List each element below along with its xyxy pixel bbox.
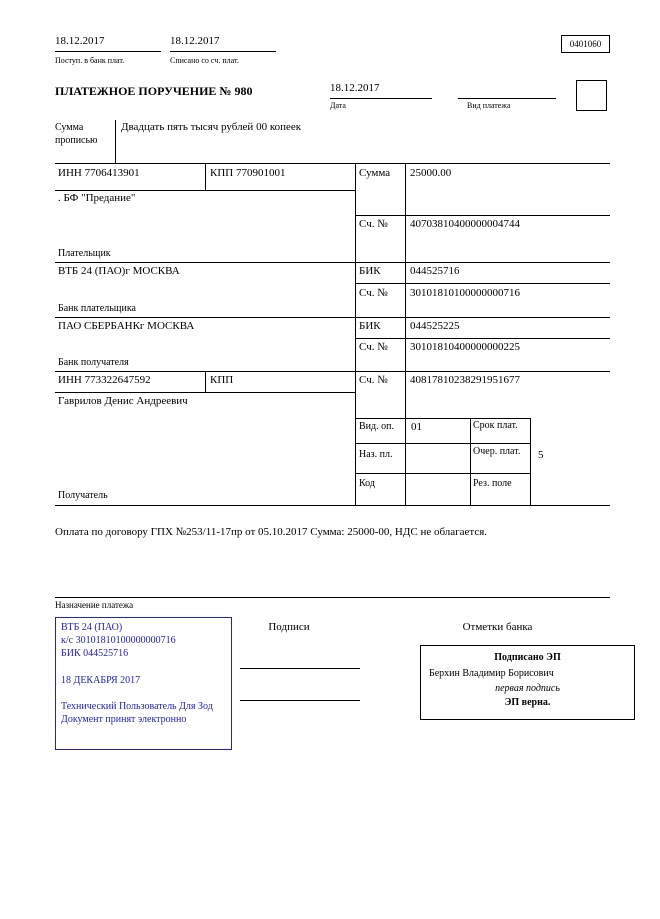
recipient-bank-section-label: Банк получателя (58, 357, 129, 368)
table-line (470, 418, 471, 505)
rez-pole-label: Рез. поле (473, 478, 512, 489)
recipient-bank-bik-label: БИК (359, 320, 381, 332)
bank-marks-label: Отметки банка (462, 621, 533, 633)
signatures-label: Подписи (268, 621, 310, 633)
payer-account-label: Сч. № (359, 218, 388, 230)
payer-bank-bik-label: БИК (359, 265, 381, 277)
bank-stamp-user: Технический Пользователь Для Зод (61, 700, 213, 712)
payer-bank-section-label: Банк плательщика (58, 303, 136, 314)
table-line (205, 163, 206, 190)
recipient-kpp-label: КПП (210, 374, 234, 386)
amount-words-value: Двадцать пять тысяч рублей 00 копеек (121, 121, 302, 133)
table-line (355, 338, 610, 339)
bank-stamp-bik: БИК 044525716 (61, 648, 129, 660)
table-line (355, 443, 530, 444)
table-line (55, 371, 610, 372)
date-received-field: 18.12.2017 (55, 35, 161, 52)
date-received-label: Поступ. в банк плат. (55, 56, 125, 65)
bank-acceptance-stamp (55, 617, 232, 750)
table-line (405, 163, 406, 505)
recipient-bank-bik: 044525225 (410, 320, 460, 332)
recipient-bank-account-label: Сч. № (359, 341, 388, 353)
purpose-label: Назначение платежа (55, 600, 134, 610)
recipient-account-label: Сч. № (359, 374, 388, 386)
bank-stamp-corr-account: к/с 30101810100000000716 (61, 635, 176, 647)
e-signature-name: Берхин Владимир Борисович (429, 667, 554, 679)
table-line (55, 190, 355, 191)
recipient-inn: ИНН 773322647592 (58, 374, 151, 386)
payment-type-label: Вид платежа (467, 101, 511, 110)
naz-pl-label: Наз. пл. (359, 449, 393, 460)
payer-inn: ИНН 7706413901 (58, 167, 140, 179)
date-debited-field: 18.12.2017 (170, 35, 276, 52)
signature-line (240, 700, 360, 701)
srok-plat-label: Срок плат. (473, 420, 518, 431)
recipient-account: 40817810238291951677 (410, 374, 520, 386)
e-signature-title: Подписано ЭП (494, 652, 561, 663)
table-line (55, 317, 610, 318)
table-line (355, 283, 610, 284)
table-line (530, 418, 531, 505)
e-signature-verdict: ЭП верна. (504, 696, 551, 708)
reserve-box (576, 80, 607, 111)
recipient-bank-name: ПАО СБЕРБАНКг МОСКВА (58, 320, 195, 332)
kod-label: Код (359, 478, 375, 489)
amount-divider-line (115, 120, 116, 163)
payer-bank-bik: 044525716 (410, 265, 460, 277)
table-line (55, 163, 610, 164)
bank-stamp-bank-name: ВТБ 24 (ПАО) (61, 622, 123, 633)
payer-section-label: Плательщик (58, 248, 111, 259)
e-signature-stamp (420, 645, 635, 720)
form-code-box: 0401060 (561, 35, 610, 53)
purpose-text: Оплата по договору ГПХ №253/11-17пр от 05.10.2017 Сумма: 25000-00, НДС не облагается. (55, 526, 488, 538)
title-date-label: Дата (330, 101, 346, 110)
e-signature-role: первая подпись (495, 683, 560, 694)
vid-op-label: Вид. оп. (359, 421, 394, 432)
table-line (55, 262, 610, 263)
sum-label: Сумма (359, 167, 391, 179)
recipient-section-label: Получатель (58, 490, 108, 501)
payment-type-field (458, 82, 556, 99)
table-line (55, 505, 610, 506)
table-line (55, 392, 355, 393)
table-line (355, 473, 530, 474)
title-date-field: 18.12.2017 (330, 82, 432, 99)
ocher-plat-label: Очер. плат. (473, 446, 521, 457)
bank-stamp-date: 18 ДЕКАБРЯ 2017 (61, 674, 141, 686)
date-debited-label: Списано со сч. плат. (170, 56, 239, 65)
payer-bank-account: 30101810100000000716 (410, 287, 520, 299)
ocher-plat-value: 5 (538, 449, 544, 461)
payer-kpp: КПП 770901001 (210, 167, 286, 179)
table-line (355, 215, 610, 216)
signature-line (240, 668, 360, 669)
table-line (355, 163, 356, 505)
sum-value: 25000.00 (410, 167, 452, 179)
table-line (205, 371, 206, 392)
bank-stamp-status: Документ принят электронно (61, 713, 187, 725)
payer-account: 40703810400000004744 (410, 218, 520, 230)
purpose-underline (55, 597, 610, 598)
amount-words-label: Сумма прописью (55, 122, 98, 146)
table-line (355, 418, 530, 419)
recipient-bank-account: 30101810400000000225 (410, 341, 520, 353)
payer-bank-account-label: Сч. № (359, 287, 388, 299)
page-title: ПЛАТЕЖНОЕ ПОРУЧЕНИЕ № 980 (55, 84, 253, 98)
payer-bank-name: ВТБ 24 (ПАО)г МОСКВА (58, 265, 180, 277)
recipient-name: Гаврилов Денис Андреевич (58, 395, 188, 407)
payer-name: . БФ "Предание" (58, 192, 136, 204)
vid-op-value: 01 (411, 421, 422, 433)
